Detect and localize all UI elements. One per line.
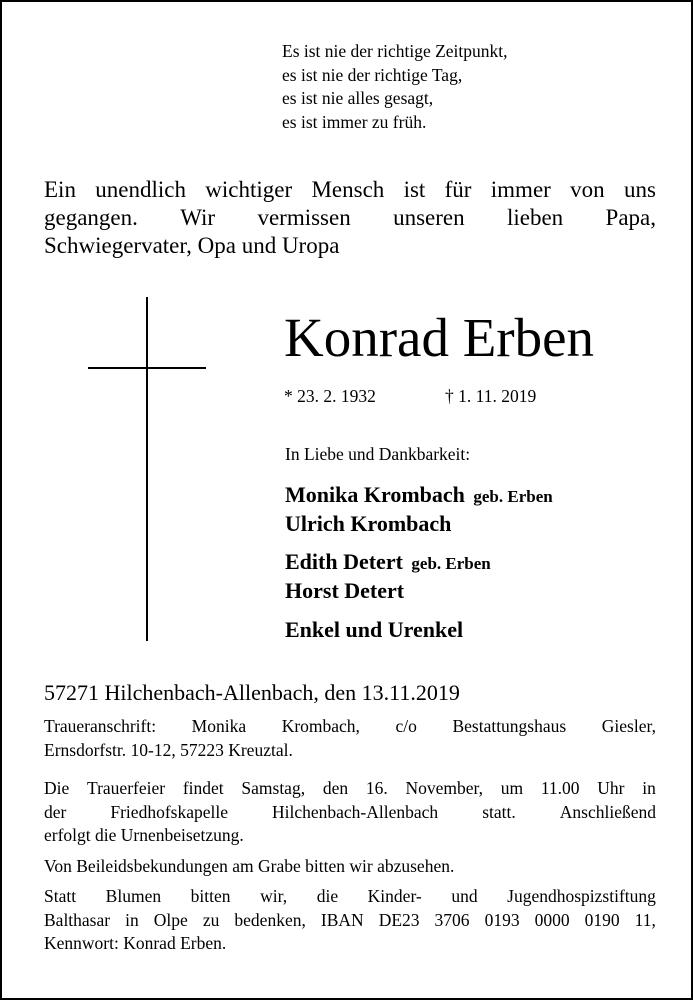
donation-line-3: Kennwort: Konrad Erben. bbox=[44, 933, 227, 953]
address-line-2: Ernsdorfstr. 10-12, 57223 Kreuztal. bbox=[44, 739, 293, 760]
intro-text bbox=[44, 176, 656, 260]
birth-date: * 23. 2. 1932 bbox=[284, 386, 376, 406]
donation-line-1: Statt Blumen bitten wir, die Kinder- und Jugendhospizstiftung bbox=[44, 886, 656, 906]
mourner-name: Monika Krombach bbox=[285, 482, 465, 507]
life-dates bbox=[284, 384, 537, 408]
mourner-name: Ulrich Krombach bbox=[285, 511, 452, 536]
mourner-name: Enkel und Urenkel bbox=[285, 617, 464, 642]
cross-icon bbox=[88, 297, 206, 641]
intro-line-2: gegangen. Wir vermissen unseren lieben Papa, bbox=[44, 205, 656, 230]
mourner-4 bbox=[285, 577, 404, 605]
poem-line-2: es ist nie der richtige Tag, bbox=[282, 64, 463, 85]
death-date: † 1. 11. 2019 bbox=[445, 386, 537, 406]
mourner-5 bbox=[285, 616, 463, 644]
donation-request bbox=[44, 885, 656, 956]
condolence-note bbox=[44, 855, 656, 879]
thanks-line: In Liebe und Dankbarkeit: bbox=[285, 444, 471, 464]
poem-line-4: es ist immer zu früh. bbox=[282, 111, 427, 132]
poem-line-1: Es ist nie der richtige Zeitpunkt, bbox=[282, 41, 508, 61]
intro-line-3: Schwiegervater, Opa und Uropa bbox=[44, 233, 340, 258]
poem-line-3: es ist nie alles gesagt, bbox=[282, 88, 434, 108]
mourner-name: Horst Detert bbox=[285, 578, 405, 603]
donation-line-2: Balthasar in Olpe zu bedenken, IBAN DE23 3706 0193 0000 0190 11, bbox=[44, 909, 656, 930]
ceremony-line-1: Die Trauerfeier findet Samstag, den 16. November, um 11.00 Uhr in bbox=[44, 778, 656, 798]
ceremony-line-3: erfolgt die Urnenbeisetzung. bbox=[44, 825, 244, 845]
mourner-name: Edith Detert bbox=[285, 549, 403, 574]
memorial-poem bbox=[282, 40, 508, 134]
mourner-maiden-name: geb. Erben bbox=[411, 554, 491, 573]
deceased-name: Konrad Erben bbox=[284, 307, 595, 368]
mourner-maiden-name: geb. Erben bbox=[473, 487, 553, 506]
mourning-address bbox=[44, 715, 656, 762]
ceremony-line-2: der Friedhofskapelle Hilchenbach-Allenbach statt. Anschließend bbox=[44, 801, 656, 822]
condolence-line-1: Von Beileidsbekundungen am Grabe bitten wir abzusehen. bbox=[44, 856, 455, 876]
address-line-1: Traueranschrift: Monika Krombach, c/o Bestattungshaus Giesler, bbox=[44, 716, 656, 736]
intro-line-1: Ein unendlich wichtiger Mensch ist für immer von uns bbox=[44, 177, 656, 202]
mourner-2 bbox=[285, 510, 451, 538]
place-and-date: 57271 Hilchenbach-Allenbach, den 13.11.2019 bbox=[44, 680, 460, 705]
ceremony-info bbox=[44, 777, 656, 848]
mourner-1 bbox=[285, 481, 553, 511]
mourner-3 bbox=[285, 548, 491, 578]
